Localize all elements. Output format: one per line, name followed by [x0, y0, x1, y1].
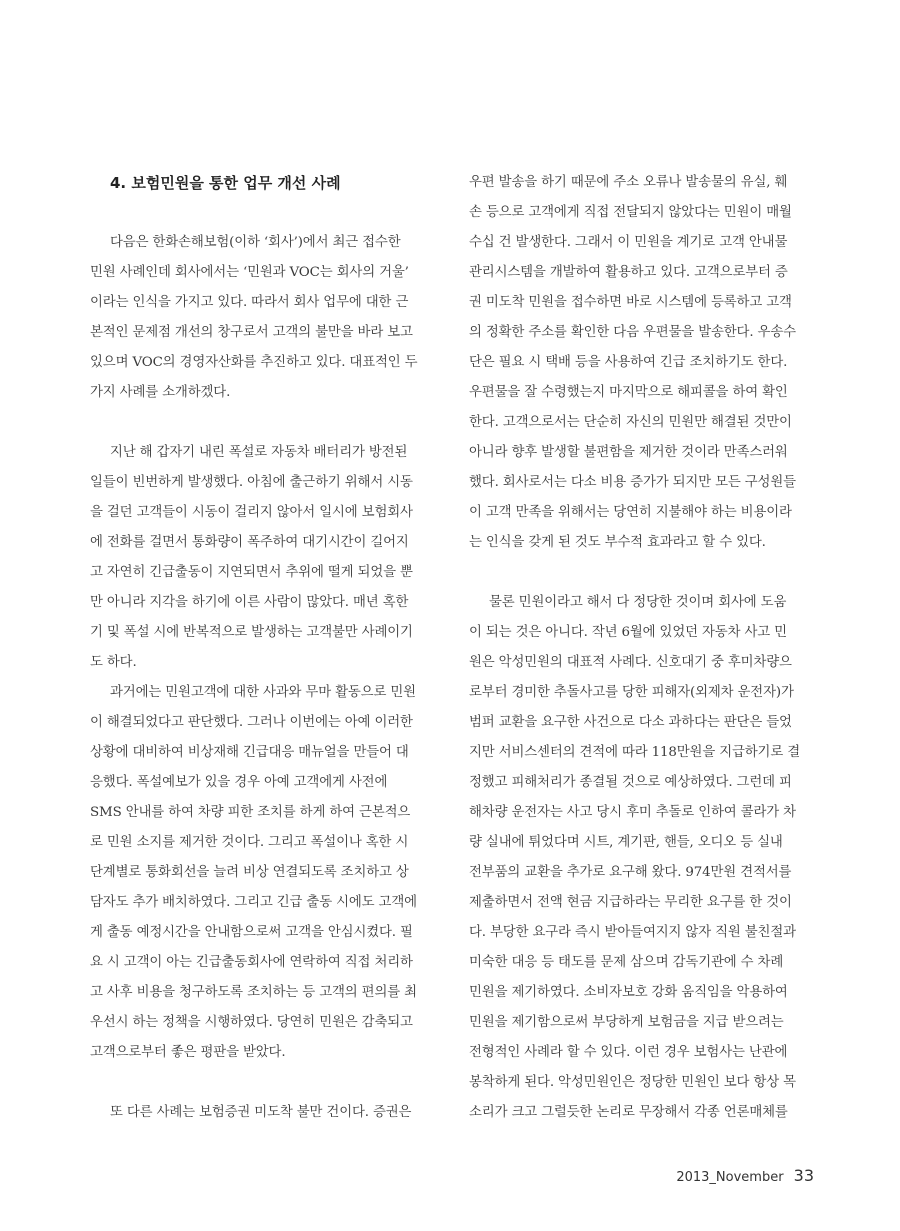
text-line: 고객으로부터 좋은 평판을 받았다.	[90, 1045, 286, 1060]
right-column	[469, 168, 812, 1128]
text-line: 소리가 크고 그럴듯한 논리로 무장해서 각종 언론매체를	[469, 1105, 788, 1120]
text-line: 봉착하게 된다. 악성민원인은 정당한 민원인 보다 항상 목	[469, 1075, 796, 1090]
text-line: 상황에 대비하여 비상재해 긴급대응 매뉴얼을 만들어 대	[90, 745, 409, 760]
text-line: 을 걸던 고객들이 시동이 걸리지 않아서 일시에 보험회사	[90, 505, 413, 520]
text-line: SMS 안내를 하여 차량 피한 조치를 하게 하여 근본적으	[90, 805, 411, 820]
paragraph-gap	[90, 408, 433, 438]
text-line: 민원을 제기함으로써 부당하게 보험금을 지급 받으려는	[469, 1015, 784, 1030]
text-line: 게 출동 예정시간을 안내함으로써 고객을 안심시켰다. 필	[90, 925, 413, 940]
text-line: 범퍼 교환을 요구한 사건으로 다소 과하다는 판단은 들었	[469, 715, 792, 730]
text-line: 미숙한 대응 등 태도를 문제 삼으며 감독기관에 수 차례	[469, 955, 784, 970]
text-line: 민원을 제기하였다. 소비자보호 강화 움직임을 악용하여	[469, 985, 788, 1000]
text-line: 고 자연히 긴급출동이 지연되면서 추위에 떨게 되었을 뿐	[90, 565, 413, 580]
text-line: 가지 사례를 소개하겠다.	[90, 385, 231, 400]
text-line: 이 고객 만족을 위해서는 당연히 지불해야 하는 비용이라	[469, 505, 792, 520]
text-line: 일들이 빈번하게 발생했다. 아침에 출근하기 위해서 시동	[90, 475, 413, 490]
paragraph-gap	[469, 558, 812, 588]
text-line: 우편 발송을 하기 때문에 주소 오류나 발송물의 유실, 훼	[469, 175, 788, 190]
section-heading: 4. 보험민원을 통한 업무 개선 사례	[110, 174, 341, 192]
text-line: 원은 악성민원의 대표적 사례다. 신호대기 중 후미차량으	[469, 655, 792, 670]
text-line: 응했다. 폭설예보가 있을 경우 아예 고객에게 사전에	[90, 775, 388, 790]
text-line: 우편물을 잘 수령했는지 마지막으로 해피콜을 하여 확인	[469, 385, 788, 400]
left-column	[90, 168, 433, 1128]
text-line: 지만 서비스센터의 견적에 따라 118만원을 지급하기로 결	[469, 745, 801, 760]
text-line: 권 미도착 민원을 접수하면 바로 시스템에 등록하고 고객	[469, 295, 792, 310]
text-line: 손 등으로 고객에게 직접 전달되지 않았다는 민원이 매월	[469, 205, 792, 220]
text-line: 단은 필요 시 택배 등을 사용하여 긴급 조치하기도 한다.	[469, 355, 788, 370]
text-line: 다. 부당한 요구라 즉시 받아들여지지 않자 직원 불친절과	[469, 925, 796, 940]
text-line: 이 해결되었다고 판단했다. 그러나 이번에는 아예 이러한	[90, 715, 413, 730]
text-line: 해차량 운전자는 사고 당시 후미 추돌로 인하여 콜라가 차	[469, 805, 796, 820]
text-line: 전부품의 교환을 추가로 요구해 왔다. 974만원 견적서를	[469, 865, 792, 880]
text-line: 량 실내에 튀었다며 시트, 계기판, 핸들, 오디오 등 실내	[469, 835, 783, 850]
paragraph-gap	[90, 1068, 433, 1098]
text-line: 아니라 향후 발생할 불편함을 제거한 것이라 만족스러워	[469, 445, 788, 460]
right-column-body	[469, 168, 812, 1128]
text-line: 민원 사례인데 회사에서는 ‘민원과 VOC는 회사의 거울’	[90, 265, 409, 280]
footer-issue-label: 2013_November	[676, 1170, 784, 1185]
page-footer	[676, 1166, 814, 1185]
text-line: 만 아니라 지각을 하기에 이른 사람이 많았다. 매년 혹한	[90, 595, 409, 610]
text-line: 고 사후 비용을 청구하도록 조치하는 등 고객의 편의를 최	[90, 985, 417, 1000]
text-line: 물론 민원이라고 해서 다 정당한 것이며 회사에 도움	[489, 595, 787, 610]
text-line: 담자도 추가 배치하였다. 그리고 긴급 출동 시에도 고객에	[90, 895, 417, 910]
text-line: 에 전화를 걸면서 통화량이 폭주하여 대기시간이 길어지	[90, 535, 409, 550]
text-line: 전형적인 사례라 할 수 있다. 이런 경우 보험사는 난관에	[469, 1045, 788, 1060]
text-line: 이 되는 것은 아니다. 작년 6월에 있었던 자동차 사고 민	[469, 625, 787, 640]
text-line: 로부터 경미한 추돌사고를 당한 피해자(외제차 운전자)가	[469, 685, 794, 700]
text-line: 단계별로 통화회선을 늘려 비상 연결되도록 조치하고 상	[90, 865, 409, 880]
text-line: 이라는 인식을 가지고 있다. 따라서 회사 업무에 대한 근	[90, 295, 409, 310]
text-line: 다음은 한화손해보험(이하 ‘회사’)에서 최근 접수한	[110, 235, 401, 250]
text-line: 의 정확한 주소를 확인한 다음 우편물을 발송한다. 우송수	[469, 325, 796, 340]
text-line: 제출하면서 전액 현금 지급하라는 무리한 요구를 한 것이	[469, 895, 792, 910]
text-line: 우선시 하는 정책을 시행하였다. 당연히 민원은 감축되고	[90, 1015, 413, 1030]
text-line: 도 하다.	[90, 655, 137, 670]
text-line: 했다. 회사로서는 다소 비용 증가가 되지만 모든 구성원들	[469, 475, 796, 490]
text-line: 있으며 VOC의 경영자산화를 추진하고 있다. 대표적인 두	[90, 355, 418, 370]
text-line: 로 민원 소지를 제거한 것이다. 그리고 폭설이나 혹한 시	[90, 835, 409, 850]
left-column-body	[90, 228, 433, 1128]
text-line: 본적인 문제점 개선의 창구로서 고객의 불만을 바라 보고	[90, 325, 413, 340]
text-line: 는 인식을 갖게 된 것도 부수적 효과라고 할 수 있다.	[469, 535, 766, 550]
text-line: 지난 해 갑자기 내린 폭설로 자동차 배터리가 방전된	[110, 445, 408, 460]
text-line: 요 시 고객이 아는 긴급출동회사에 연락하여 직접 처리하	[90, 955, 413, 970]
text-line: 기 및 폭설 시에 반복적으로 발생하는 고객불만 사례이기	[90, 625, 413, 640]
page-number: 33	[793, 1166, 814, 1185]
text-line: 관리시스템을 개발하여 활용하고 있다. 고객으로부터 증	[469, 265, 788, 280]
text-line: 한다. 고객으로서는 단순히 자신의 민원만 해결된 것만이	[469, 415, 792, 430]
text-line: 수십 건 발생한다. 그래서 이 민원을 계기로 고객 안내물	[469, 235, 788, 250]
text-line: 또 다른 사례는 보험증권 미도착 불만 건이다. 증권은	[110, 1105, 412, 1120]
text-line: 과거에는 민원고객에 대한 사과와 무마 활동으로 민원	[110, 685, 416, 700]
text-line: 정했고 피해처리가 종결될 것으로 예상하였다. 그런데 피	[469, 775, 792, 790]
